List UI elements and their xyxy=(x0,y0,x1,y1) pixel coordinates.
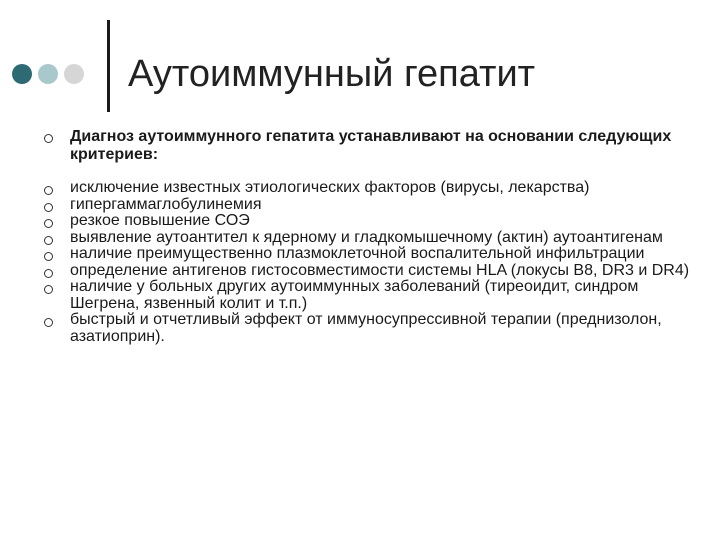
hollow-circle-icon xyxy=(44,236,53,245)
criteria-item xyxy=(44,312,704,345)
criteria-text: резкое повышение СОЭ xyxy=(70,212,250,229)
dot-light-gray xyxy=(64,64,84,84)
slide-title: Аутоиммунный гепатит xyxy=(128,53,536,95)
dot-light-teal xyxy=(38,64,58,84)
bullet-list xyxy=(44,128,704,345)
criteria-text: исключение известных этиологических факторов (вирусы, лекарства) xyxy=(70,179,590,196)
hollow-circle-icon xyxy=(44,318,53,327)
criteria-text: гипергаммаглобулинемия xyxy=(70,195,262,213)
criteria-text: быстрый и отчетливый эффект от иммуносупрессивной терапии (преднизолон, азатиоприн). xyxy=(70,311,662,345)
criteria-item xyxy=(44,263,704,280)
hollow-circle-icon xyxy=(44,285,53,294)
criteria-item xyxy=(44,246,704,263)
hollow-circle-icon xyxy=(44,219,53,228)
hollow-circle-icon xyxy=(44,186,53,195)
criteria-text: наличие у больных других аутоиммунных заболеваний (тиреоидит, синдром Шегрена, язвенный колит и т.п.) xyxy=(70,278,639,312)
criteria-text: определение антигенов гистосовместимости системы HLA (локусы B8, DR3 и DR4) xyxy=(70,261,690,279)
hollow-circle-icon xyxy=(44,269,53,278)
dot-dark xyxy=(12,64,32,84)
criteria-item xyxy=(44,279,704,312)
hollow-circle-icon xyxy=(44,203,53,212)
criteria-text: наличие преимущественно плазмоклеточной воспалительной инфильтрации xyxy=(70,245,645,262)
criteria-item xyxy=(44,230,704,247)
lead-text: Диагноз аутоиммунного гепатита устанавливают на основании следующих критериев: xyxy=(70,128,672,163)
hollow-circle-icon xyxy=(44,134,53,143)
hollow-circle-icon xyxy=(44,252,53,261)
decorative-dots xyxy=(12,64,84,84)
criteria-item xyxy=(44,197,704,214)
criteria-item xyxy=(44,213,704,230)
lead-bullet-item xyxy=(44,128,704,164)
title-divider xyxy=(107,20,110,112)
criteria-text: выявление аутоантител к ядерному и гладкомышечному (актин) аутоантигенам xyxy=(70,228,663,246)
criteria-item xyxy=(44,180,704,197)
